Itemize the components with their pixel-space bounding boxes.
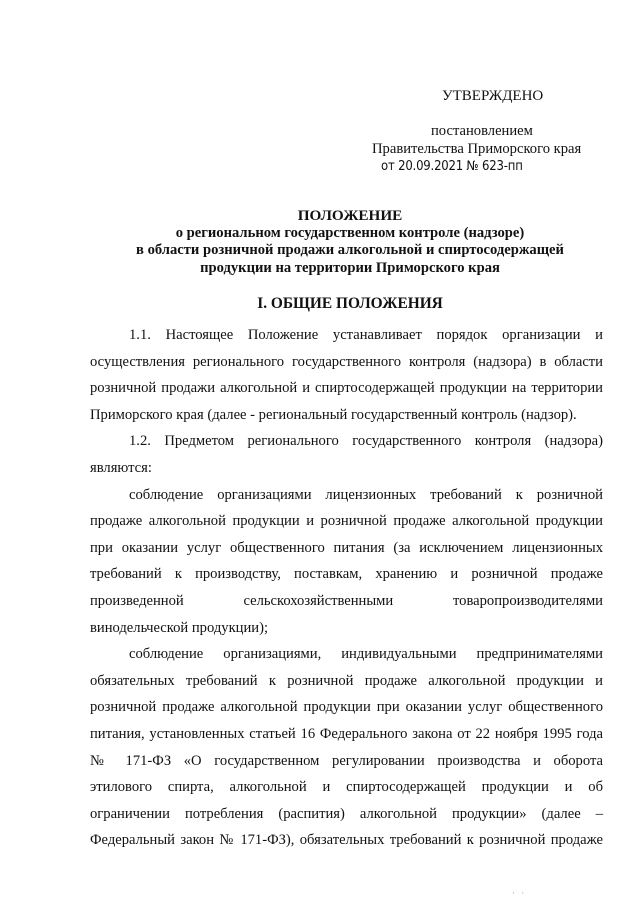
document-subtitle-line-2: в области розничной продажи алкогольной и спиртосодержащей — [136, 242, 564, 259]
paragraph-4-line-4: питания, установленных статьей 16 Федерального закона от 22 ноября 1995 года — [90, 725, 603, 742]
paragraph-3-line-5: произведенной сельскохозяйственными товаропроизводителями — [90, 592, 603, 609]
paragraph-4-line-5: № 171-ФЗ «О государственном регулировании производства и оборота — [90, 752, 603, 769]
approval-line-date-number: от 20.09.2021 № 623-пп — [381, 159, 523, 174]
document-body — [90, 322, 603, 854]
section-heading: I. ОБЩИЕ ПОЛОЖЕНИЯ — [257, 295, 443, 312]
approval-line-government: Правительства Приморского края — [372, 141, 582, 157]
paragraph-4-line-1: соблюдение организациями, индивидуальными предпринимателями — [129, 646, 603, 663]
approval-stamp-title: УТВЕРЖДЕНО — [442, 88, 544, 104]
document-subtitle-line-3: продукции на территории Приморского края — [200, 259, 500, 276]
paragraph-4-line-7: ограничении потребления (распития) алкогольной продукции» (далее – — [90, 805, 603, 822]
paragraph-2-line-2: являются: — [90, 459, 152, 476]
paragraph-3-line-3: при оказании услуг общественного питания (за исключением лицензионных — [90, 539, 603, 556]
paragraph-3-line-6: винодельческой продукции); — [90, 619, 269, 636]
document-title: ПОЛОЖЕНИЕ — [297, 207, 403, 224]
paragraph-3-line-1: соблюдение организациями лицензионных требований к розничной — [129, 486, 603, 503]
paragraph-1-line-1: 1.1. Настоящее Положение устанавливает порядок организации и — [129, 327, 603, 343]
paragraph-4-line-6: этилового спирта, алкогольной и спиртосодержащей продукции и об — [90, 779, 603, 796]
paragraph-2-line-1: 1.2. Предметом регионального государственного контроля (надзора) — [129, 433, 603, 450]
document-subtitle-line-1: о региональном государственном контроле (надзоре) — [175, 224, 525, 241]
paragraph-1-line-2: осуществления регионального государственного контроля (надзора) в области — [90, 353, 603, 370]
paragraph-4-line-8: Федеральный закон № 171-ФЗ), обязательных требований к розничной продаже — [90, 832, 603, 849]
paragraph-3-line-4: требований к производству, поставкам, хранению и розничной продаже — [90, 566, 603, 583]
paragraph-3-line-2: продаже алкогольной продукции и розничной продаже алкогольной продукции — [90, 513, 603, 530]
approval-line-resolution: постановлением — [431, 123, 533, 139]
paragraph-4-line-3: розничной продаже алкогольной продукции при оказании услуг общественного — [90, 699, 603, 716]
paragraph-4-line-2: обязательных требований к розничной продаже алкогольной продукции и — [90, 672, 603, 689]
scan-artifact-dots: · · — [512, 888, 527, 898]
document-title-block — [100, 207, 600, 277]
paragraph-1-line-3: розничной продажи алкогольной и спиртосодержащей продукции на территории — [90, 380, 603, 397]
paragraph-1-line-4: Приморского края (далее - региональный государственный контроль (надзор). — [90, 406, 577, 423]
